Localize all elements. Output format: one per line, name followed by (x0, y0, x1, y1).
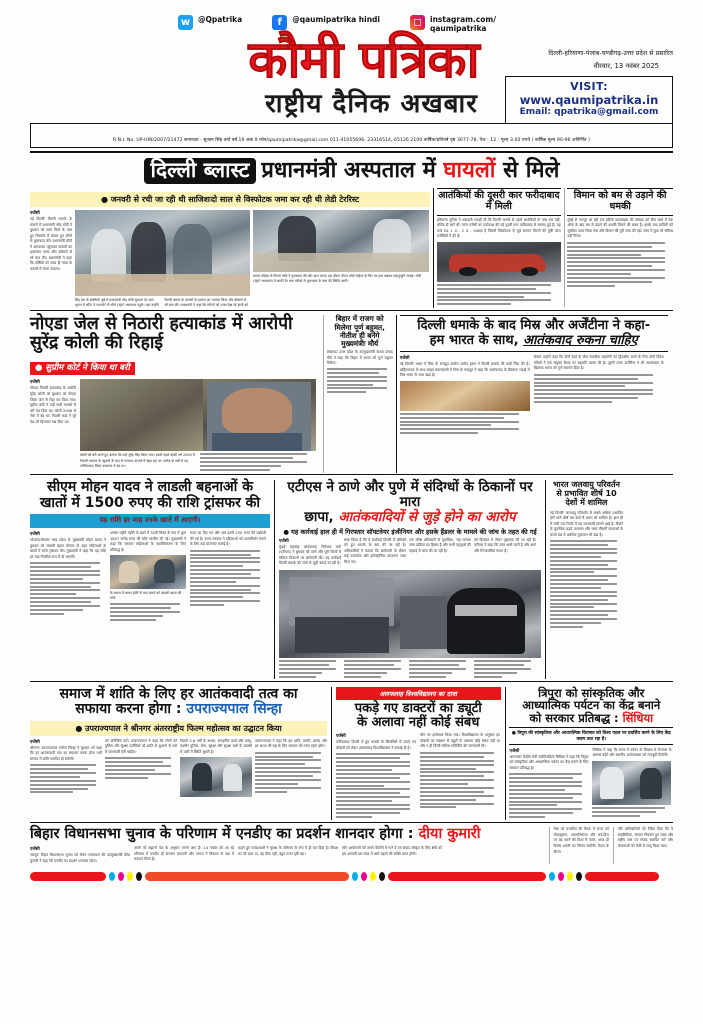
cb-cyan-dot (549, 872, 555, 881)
ats-body-4: को हिरासत में लेकर पूछताछ की जा रही है। एटीएस ने कहा कि जांच अभी जारी है और आगे और गिरफ्तारियां संभव हैं। (474, 537, 536, 553)
lg-body-2: को प्रतिनिधि करें। उपराज्यपाल ने कहा कि लोगों को पुलिस और सुरक्षा एजेंसियों को शांति के दुश्मनों के बारे में जानकारी देनी चाहिए। (105, 738, 177, 754)
column-separator (323, 315, 324, 472)
fourth-section (0, 687, 703, 820)
cb-yellow-dot (127, 872, 133, 881)
egypt-photo (400, 381, 530, 411)
climate-headline: भारत जलवायु परिवर्तन से प्रभावित शीर्ष 10 देशों में शामिल (553, 480, 620, 508)
masthead-title: कौमी पत्रिका (248, 30, 479, 90)
bihar-body-2: अपने को रुझानों पेश के अनुसार मानने आए हैं। 14 नवंबर को आ रहे परिणाम में एनडीए ही सरकार बनाएगी और जनता ने विकास के पक्ष में मतदान किया है। (134, 846, 234, 862)
ats-headline: एटीएस ने ठाणे और पुणे में संदिग्धों के ठिकानों पर मारा छापा, आतंकवादियों से जुड़े होने का आरोप (287, 479, 533, 525)
lead-body-col-1 (30, 210, 72, 308)
box-bihar-nda (327, 315, 393, 472)
bottom-section (0, 827, 703, 864)
ats-body-col-1 (279, 538, 341, 567)
nithari-caption: कोली को बरी करने हुए बताया कि उन्हें सुरेंद्र सिंह किया जाए। इससे पहले कोली वर्ष 2006 में निठारी प्रकरण के खुलासे के बाद से लगातार कटघरे में खड़ा रहा था। करीब दो वर्षों से वह गाजियाबाद जिला कारागार में बंद था। (80, 453, 195, 468)
cb-black-dot (379, 872, 385, 881)
lg-body-4: उपराज्यपाल ने कहा कि हम शांति, प्रगति, आनंद और हर आशा की राह के लिए सरकार को तत्पर रहना होगा। (255, 738, 327, 749)
ladli-strip: यह राशि हर माह उनके खाते में आएगी। (30, 514, 270, 528)
column-separator (549, 827, 550, 864)
column-separator (433, 188, 434, 308)
lg-sinha-kicker: ● उपराज्यपाल ने श्रीनगर अंतरराष्ट्रीय फिल्म महोत्सव का उद्घाटन किया (30, 721, 327, 736)
nithari-badge: ● सुप्रीम कोर्ट ने किया था बरी (30, 362, 135, 375)
ladli-body-col-1 (30, 531, 106, 623)
box-flight-bomb-threat (567, 188, 673, 307)
ladli-headline: सीएम मोहन यादव ने लाडली बहनाओं के खातों में 1500 रुपए की राशि ट्रांसफर की (39, 479, 261, 511)
column-separator (505, 687, 506, 820)
column-separator (613, 827, 614, 864)
cb-magenta-dot (118, 872, 124, 881)
lg-sinha-headline: समाज में शांति के लिए हर आतंकवादी तत्व का सफाया करना होगा : उपराज्यपाल सिन्हा (59, 685, 298, 718)
byline: एजेंसी (30, 531, 40, 537)
cb-magenta-dot (361, 872, 367, 881)
egypt-body-col-1 (400, 355, 530, 436)
column-separator (545, 480, 546, 679)
lead-headline-text: प्रधानमंत्री अस्पताल में घायलों से मिले (261, 158, 560, 184)
social-handle: @qaumipatrika hindi (292, 15, 380, 24)
nithari-photo (80, 379, 316, 451)
lead-photo-block-2 (253, 210, 429, 308)
masthead (0, 30, 703, 120)
tripura-kicker: ● त्रिपुरा की सांस्कृतिक और आध्यात्मिक विरासत को विश्व पटल पर प्रदर्शित करने के लिए केंद्र कदम उठा रहा है। (509, 727, 673, 745)
social-facebook[interactable] (272, 15, 380, 30)
byline: एजेंसी (509, 748, 520, 754)
cb-black-dot (576, 872, 582, 881)
box-body: हरियाणा पुलिस ने अरावली गवाही थी कि दिल्ली धमाके से पहले आतंकियों के पास एक नहीं, बल्कि दो कारें थीं। जांच एजेंसी का पर्दाफाश की गई दूसरी कार फरीदाबाद से बरामद हुई है। यह कार DL 1 0 - C X - 0408 है जिसमें विस्फोटक से जुड़े सामान मिलने की पुष्टि जांच एजेंसियों ने की है। (437, 217, 561, 239)
bihar-body-3: कहने हुए मतदाताओं ने सुरक्षा के परिणाम के रूप में ही मत दिया है। विपक्ष का जो दावा था, वह ठीक नहीं, बहुत गलत दृष्टि रहा। (238, 846, 338, 856)
ladli-body-col-3 (190, 531, 266, 623)
top-right-boxes (437, 188, 673, 308)
column-separator (274, 480, 275, 679)
box-tripura (509, 687, 673, 820)
cb-magenta-dot (558, 872, 564, 881)
rule-thin (30, 822, 673, 823)
byline: एजेंसी (399, 356, 410, 362)
nithari-body-col-1 (30, 379, 76, 472)
lead-photo-block-1 (75, 210, 250, 308)
doctors-headline: पकड़े गए डाक्टरों का ड्यूटी के अलावा नहीं कोई संबध (354, 700, 482, 731)
lg-sinha-photo (180, 757, 252, 797)
ladli-body-col-2 (110, 531, 186, 623)
doctors-body-2: लोग का इस्तेमाल किया गया। विश्वविद्यालय के अनुसार इन डॉक्टरों का संस्थान से ड्यूटी के अलावा कोई संबंध नहीं था और न ही किसी संदिग्ध गतिविधि की जानकारी थी। (419, 733, 500, 749)
lead-caption-3: घायल महिला से मिलते मोदी ने मुलाकात की और हाल जाना। इस दौरान पीएम मोदी महिला के सिर पर हाथ रखकर महानुभूति जताई। मोदी LNJP अस्पताल में काफी देर तक मरीजों से मुलाकात के पास की स्थिति जानी। (253, 273, 422, 284)
cb-red-block (388, 872, 546, 881)
bihar-nda-body: लखनऊः उत्तर प्रदेश के उपमुख्यमंत्री केशव प्रसाद मौर्य ने कहा कि बिहार में राजग को पूर्ण बहुमत मिलेगा। (326, 350, 393, 366)
byline: एजेंसी (335, 734, 346, 740)
doctors-body-col-1 (336, 733, 416, 819)
bihar-body-col-4 (342, 846, 442, 864)
date-line: वीरवार, 13 नवंबर 2025 (593, 61, 659, 70)
ats-body-col-4 (474, 538, 536, 567)
byline: एजेंसी (30, 847, 40, 853)
cb-cyan-dot (352, 872, 358, 881)
tripura-body-col-2 (592, 748, 671, 820)
climate-body: नई दिल्लीः जलवायु परिवर्तन से सबसे अधिक प्रभावित होने वाले शीर्ष दस देशों में भारत भी शामिल है। हाल ही में जारी एक रिपोर्ट में यह जानकारी सामने आई है। रिपोर्ट के मुताबिक बढ़ते तापमान और चरम मौसमी घटनाओं के चलते देश में आर्थिक नुकसान भी बढ़ा है। (550, 510, 623, 537)
column-separator (396, 315, 397, 472)
twitter-icon: w (178, 15, 193, 30)
cb-yellow-dot (567, 872, 573, 881)
lg-body-col-2 (105, 739, 177, 798)
bihar-body-col-5 (553, 827, 608, 864)
ladli-caption: के कमल में कमल होती के बाद बनाने को लाडली बहना की राशि (110, 591, 182, 601)
lead-badge: दिल्ली ब्लास्ट (144, 158, 257, 184)
byline: एजेंसी (30, 210, 40, 216)
bihar-body-1: जयपुरः बिहार विधानसभा चुनाव को लेकर राजस्थान की उपमुख्यमंत्री दीया कुमारी ने कहा कि एनडीए का प्रदर्शन शानदार रहेगा। (30, 853, 130, 863)
tripura-photo (592, 761, 671, 805)
lg-body-3: पिछले 5-6 वर्षों के अथक, सराहनीय कार्य और जम्मू-कश्मीर पुलिस, सेना, सुरक्षा और सुरक्षा बलों के प्रयासों से घाटी में स्थिति सुधरी है। (180, 738, 252, 754)
ats-kicker: ● यह कार्रवाई हाल ही में गिरफ्तार सॉफ्टवेयर इंजीनियर और इसके हैंडलर के मामले की जांच के तहत की गई (283, 527, 537, 536)
column-separator (331, 687, 332, 820)
bihar-body-col-1 (30, 846, 130, 864)
lead-caption-1: सिंह बम के संबंधियों जुड़े में प्रधानमंत्री नरेंद्र मोदी बुधवार देर शाम भूटान में लौटे। वे एयरपोर्ट से सीधे LNJP अस्पताल पहुंचे। वहां उन्होंने (75, 297, 159, 308)
cb-yellow-dot (370, 872, 376, 881)
story-ats (279, 480, 541, 679)
cb-orange-block (145, 872, 349, 881)
doctors-body-col-2 (420, 733, 500, 819)
lead-photo-1 (75, 210, 250, 296)
instagram-icon: ◻ (410, 15, 425, 30)
tripura-body-1: अगरतलाः केंद्रीय मंत्री ज्योतिरादित्य सिंधिया ने कहा कि त्रिपुरा को सांस्कृतिक और आध्यात्मिक पर्यटन का केंद्र बनाने के लिए सरकार प्रतिबद्ध है। (509, 754, 589, 770)
lead-story (30, 188, 430, 308)
box-climate (550, 480, 623, 679)
visit-box[interactable] (505, 76, 673, 124)
color-registration-bar (30, 872, 673, 881)
third-section (0, 480, 703, 679)
masthead-subtitle: राष्ट्रीय दैनिक अखबार (265, 88, 478, 119)
lg-body-col-1 (30, 739, 102, 798)
lead-photo-2 (253, 210, 429, 272)
bihar-body-5: मेधा को प्रभावित की बैठक में राज्य को लोकसूचना, आत्मनिर्भरता और सर्व-हित्त पर बंद करने की दिशा में तत्पर, आज ही विशेष भारती का निरंतर सर्वांगी। मैदान के दौरान (553, 827, 609, 854)
egypt-body-right: सेक्टर उन्होंने कहा कि दोनों देशों के बीच सामरिक सहयोगी को द्विपक्षीय करने के लिए दोनों विदेश मंत्रियों ने एक संयुक्त बैठक पर सहमति व्यक्त की है। दूसरी तरफ अर्जेंटीना ने भी आतंकवाद के खिलाफ भारत को पूर्ण समर्थन दिया है। (533, 355, 664, 371)
rule-thin (30, 474, 673, 475)
faridabad-car-photo (437, 242, 561, 282)
nithari-headline: नोएडा जेल से निठारी हत्याकांड में आरोपी सुरेंद्र कोली की रिहाई (30, 314, 293, 354)
story-bihar-result (30, 827, 545, 864)
egypt-headline: दिल्ली धमाके के बाद मिस्र और अर्जेंटीना ने कहा- हम भारत के साथ, आतंकवाद रुकना चाहिए (417, 318, 651, 348)
story-nithari (30, 315, 320, 472)
social-handle: @Qpatrika (197, 15, 243, 24)
cb-red-block (585, 872, 659, 881)
ladli-body-3: रुपए का दिए गए और अब इसमें 250 रुपए की बढ़ोतरी की गई है। राज्य सरकार ने महिलाओं को आत्मनिर्भर बनाने के लिए कई योजनाएं चलाई हैं। (190, 530, 266, 547)
tripura-headline: त्रिपुरा को सांस्कृतिक और आध्यात्मिक पर्यटन का केंद्र बनाने को सरकार प्रतिबद्ध : सिंधिया (522, 685, 661, 725)
ats-body-2: स्पष्ट किया है कि ये कार्रवाई दिल्ली में संदिग्धों को हुए धमाके के बाद की जा रही है। अधिकारियों ने बताया कि छापेमारी के दौरान कई दस्तावेज और इलेक्ट्रॉनिक उपकरण जब्त किए गए। (344, 537, 406, 564)
ladli-body-2: अगस्त महीने महीने के खाते में 32वीं किस्त के रूप में कुल 1857 करोड़ रुपए की राशि अंतरित की गई। मुख्यमंत्री ने कहा कि सरकार महिलाओं के सशक्तिकरण के लिए प्रतिबद्ध है। (110, 530, 186, 552)
rule-thin (30, 681, 673, 682)
rule-thin (30, 310, 673, 311)
bihar-nda-headline: बिहार में राजग को मिलेगा पूर्ण बहुमत, नीतीश ही बनेंगे मुख्यमंत्रीः मौर्य (334, 314, 385, 349)
lead-body: नई दिल्लीः दिल्ली धमाके के मामले में प्रधानमंत्री नरेंद्र मोदी ने बुधवार को लाल किले के पास हुए विस्फोट में घायल हुए लोगों से मुलाकात की। प्रधानमंत्री मोदी ने अस्पताल पहुंचकर घायलों का हालचाल जाना और डॉक्टरों से भी बात की। प्रधानमंत्री ने कहा कि दोषियों को जल्द ही न्याय के कटघरे में लाया जाएगा। (30, 216, 72, 272)
lg-body-1: श्रीनगरः उपराज्यपाल मनोज सिन्हा ने बुधवार को कहा कि हर आतंकवादी तत्व का सफाया करना होगा तभी समाज में शांति स्थापित हो सकेगी। (30, 745, 102, 761)
story-lg-sinha (30, 687, 327, 820)
ats-body-col-3 (409, 538, 471, 567)
ladli-body-1: भोपाल/भोपालः मध्य प्रदेश के मुख्यमंत्री मोहन यादव ने बुधवार को लाडली बहना योजना के तहत महिलाओं के खातों में राशि ट्रांसफर की। मुख्यमंत्री ने कहा कि यह राशि हर माह नियमित रूप से दी जाएगी। (30, 537, 106, 559)
ats-body-col-2 (344, 538, 406, 567)
second-section (0, 315, 703, 472)
ats-body-1: मुंबईः महाराष्ट्र आतंकवाद निरोधक दस्ते (एटीएस) ने बुधवार को ठाणे और पुणे जिलों में संदिग्ध ठिकानों पर छापेमारी की। यह कार्रवाई दिल्ली धमाके की जांच से जुड़ी बताई जा रही है। (279, 544, 341, 566)
bihar-body-6: गति अधिकारियों को निर्देश दिया कि वे साइंटिफिक, संगठन नियंत्रण हुए लक्ष्य और राष्ट्रीय स्तर पर संवाद स्थापित करें और योजनाओं को तेजी से लागू किया जाए। (617, 827, 674, 848)
top-section (0, 188, 703, 308)
tripura-body-col-1 (509, 748, 588, 820)
byline: एजेंसी (30, 380, 40, 386)
lead-caption-2: दिल्ली ब्लास्ट के घायलों के हालात का जायजा लिया और डॉक्टरों से भी बात की। प्रधानमंत्री ने कहा कि मरीजों को उत्तम देख रहे हालों को (164, 297, 248, 308)
bihar-body-4: लोग आयोजनों को अपने कीर्तनों में गाने दें एवं संवाद संस्कृत के लिए क्षेत्रों को हम आगामी दस साल में आगे बढ़ाने की शक्ति प्राप्त होगी। (342, 846, 442, 856)
story-ladli (30, 480, 270, 679)
rni-line (30, 123, 673, 148)
bihar-body-col-2 (134, 846, 234, 864)
doctors-kicker: अलफलाह विश्वविद्यालय का दावा (336, 687, 501, 700)
box-headline: आतंकियों की दूसरी कार फरीदाबाद में मिली (438, 189, 560, 212)
byline: एजेंसी (279, 538, 289, 544)
social-handle: instagram.com/ qaumipatrika (430, 15, 496, 34)
social-strip (0, 0, 703, 34)
ats-photo (279, 570, 541, 658)
nithari-body: नोएडाः निठारी हत्याकांड के आरोपी सुरेंद्र कोली को बुधवार को नोएडा जिला जेल से रिहा कर दिया गया। सुप्रीम कोर्ट ने उन्हें सभी मामलों में बरी कर दिया था। कोली 2006 से जेल में बंद था। निठारी कांड ने पूरे देश को हिलाकर रख दिया था। (30, 386, 76, 424)
email-address[interactable]: Email: qpatrika@gmail.com (519, 107, 659, 118)
lead-kicker: ● जनवरी से रची जा रही थी साजिशःदो साल से विस्फोटक जमा कर रही थी लेडी टेररिस्ट (30, 192, 430, 207)
egypt-body-col-2 (534, 355, 664, 436)
rni-text: R.N.I. No. UP-HIN/2007/21472 सम्पादक - सुजान सिंह वर्मा वर्ष 19 अंक 9 फोन/qaumipatrika@gmail.com 011-41055696, 23316514, 65126 2100 वार्षिक/प्रतिवर्ष पृष्ठ 3077-78, पेज : 12 : मूल्य 3.00 रुपये ( वार्षिक मूल्य 90-96 अनिर्णित ) (113, 137, 590, 143)
story-doctors (336, 687, 501, 820)
box-headline: विमान को बम से उड़ाने की धमकी (573, 189, 667, 212)
lg-body-col-4 (255, 739, 327, 798)
lg-body-col-3 (180, 739, 252, 798)
cb-cyan-dot (109, 872, 115, 881)
column-separator (564, 188, 565, 307)
facebook-icon: f (272, 15, 287, 30)
rule-thick (30, 151, 673, 153)
egypt-body-left: नई दिल्लीः भारत में मिस्र के राजदूत कामेल जायेद हसन ने दिल्ली धमाके की कड़ी निंदा की है। अहिंसात्मक के साथ साझा बयानबाजी में मिस्र के राजदूत ने कहा कि आतंकवाद के खिलाफ लड़ाई में मिस्र भारत के साथ खड़ा है। (399, 362, 530, 378)
byline: एजेंसी (30, 739, 40, 745)
masthead-info-panel (505, 48, 673, 124)
lead-headline (30, 158, 673, 184)
bihar-body-col-3 (238, 846, 338, 864)
box-faridabad-car (437, 188, 561, 307)
social-twitter[interactable] (178, 15, 242, 30)
bihar-result-headline: बिहार विधानसभा चुनाव के परिणाम में एनडीए का प्रदर्शन शानदार होगा : दीया कुमारी (30, 826, 481, 843)
bihar-body-col-6 (618, 827, 673, 864)
ladli-photo (110, 555, 186, 589)
tripura-body-2: सिंधिया ने कहा कि राज्य में पर्यटन के विकास से रोजगार के अवसर बढ़ेंगे और स्थानीय अर्थव्यवस्था को मजबूती मिलेगी। (592, 747, 672, 758)
doctors-body-1: फरीदाबादः दिल्ली में हुए धमाके के सिलसिले में पकड़े गए डॉक्टरों को लेकर अलफलाह विश्वविद्यालय ने सफाई दी है। (335, 740, 416, 750)
box-body: मुंबई से नागपुर जा रही एक इंडिगो एयरलाइंस की फ्लाइट को बीच रास्ते में टेक ऑफ के बाद बम से उड़ाने की धमकी मिलने की खबर है। इसके बाद यात्रियों को सुरक्षित उतार लिया गया और विमान की पूरी जांच की गई। जांच में कुछ भी संदिग्ध नहीं मिला। (567, 217, 673, 239)
ats-body-3: एक वरिष्ठ अधिकारी के मुताबिक, 'यह मामला जांच प्रक्रिया का हिस्सा है और सभी पहलुओं की गहराई से जांच की जा रही है।' (409, 537, 471, 553)
edition-line: दिल्ली-हरियाणा-पंजाब-चण्डीगढ़-उत्तर प्रदेश से प्रसारित (548, 49, 673, 57)
cb-red-block (30, 872, 106, 881)
visit-label: VISIT: (570, 79, 608, 93)
nithari-photo-block (80, 379, 316, 472)
cb-black-dot (136, 872, 142, 881)
website-url[interactable]: www.qaumipatrika.in (519, 92, 659, 107)
box-egypt-argentina (400, 315, 668, 472)
